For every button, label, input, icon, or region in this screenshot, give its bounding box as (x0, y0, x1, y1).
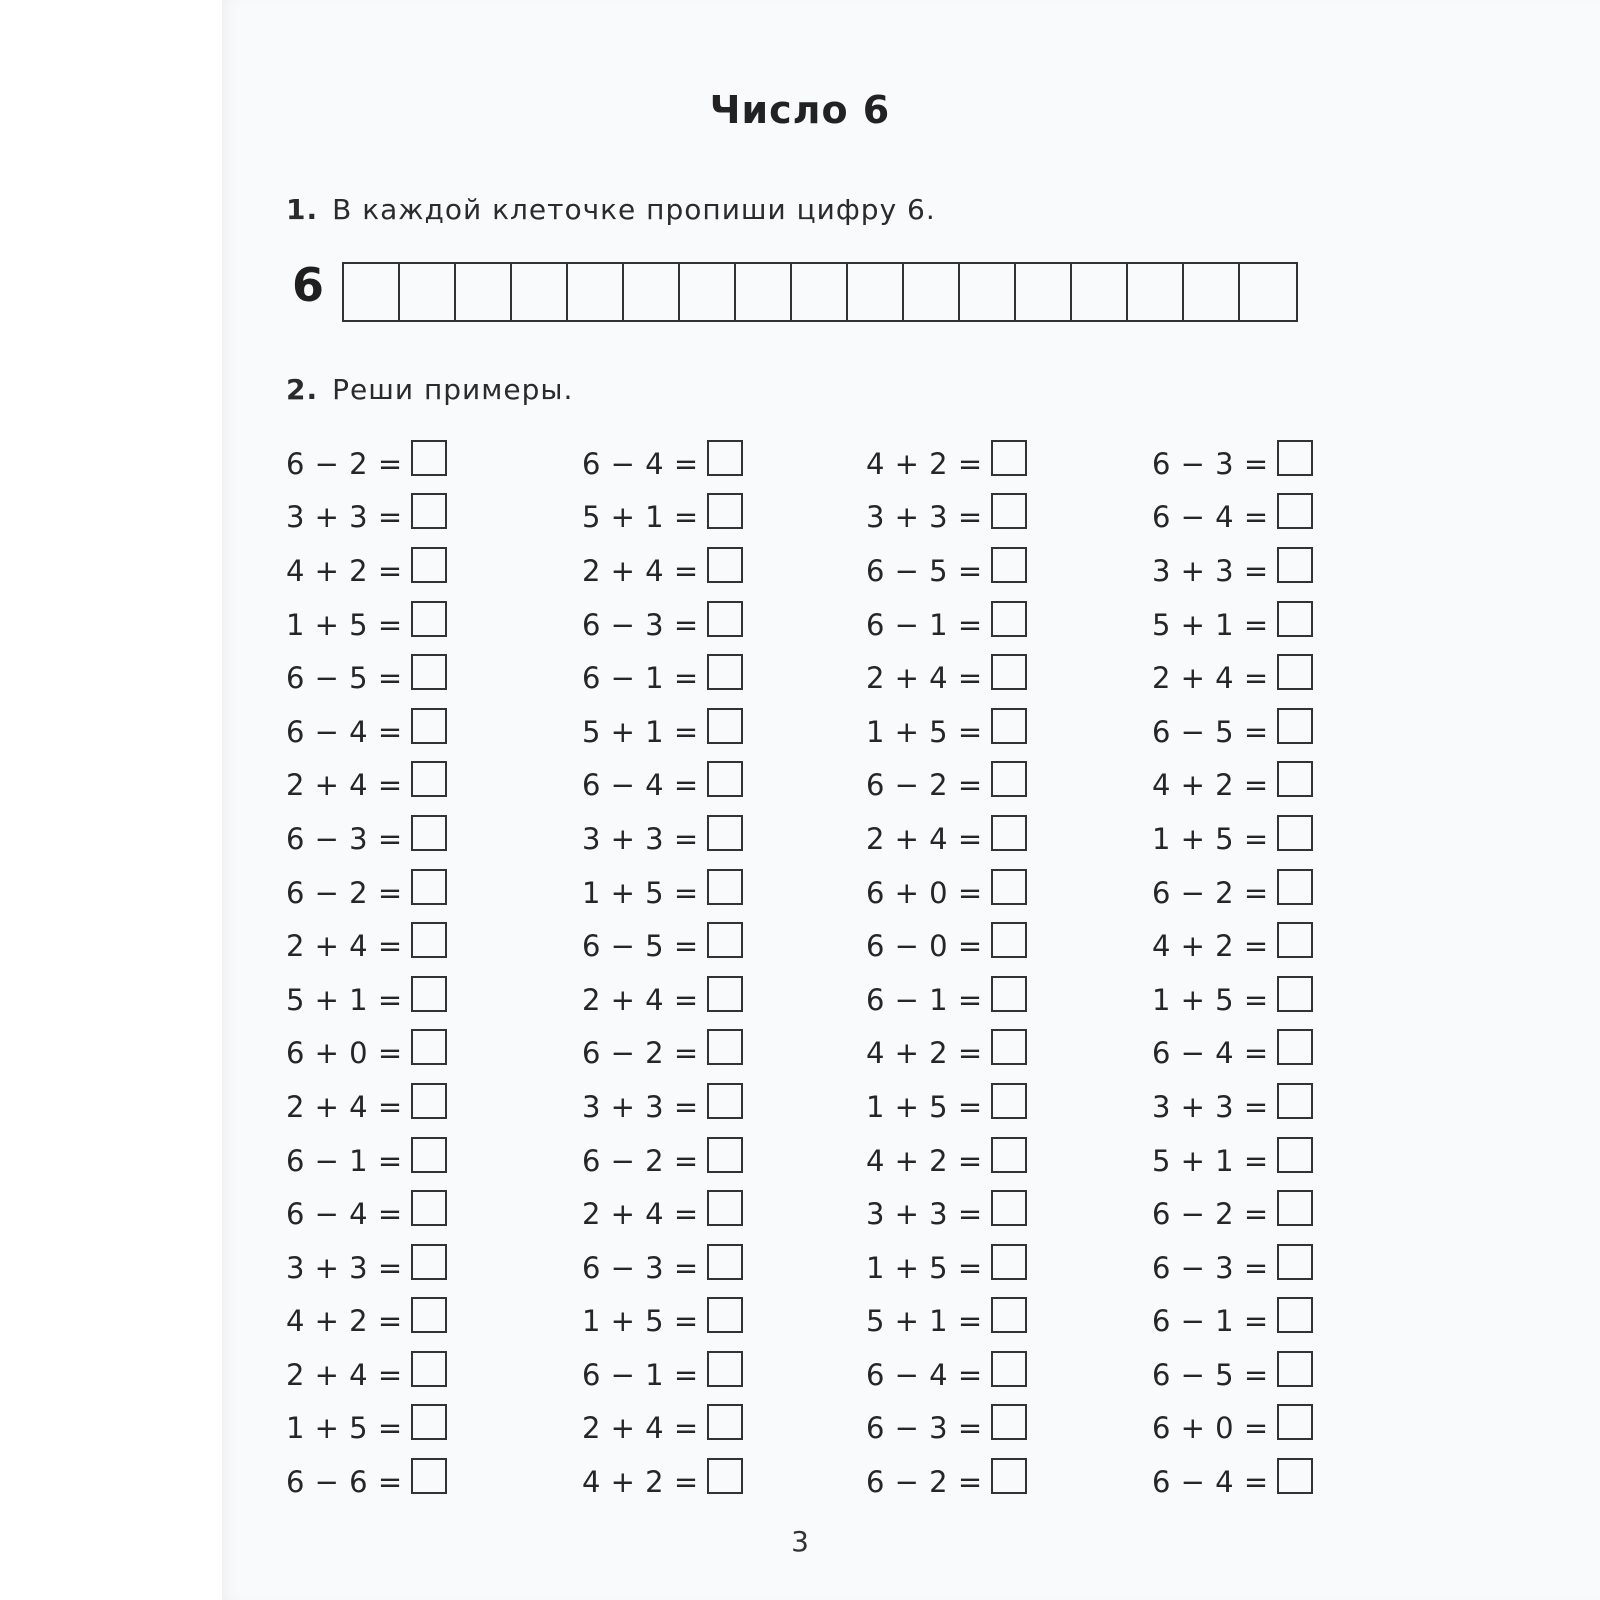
answer-box[interactable] (1277, 1244, 1313, 1280)
answer-box[interactable] (991, 1404, 1027, 1440)
answer-box[interactable] (411, 1351, 447, 1387)
answer-box[interactable] (707, 654, 743, 690)
example-row (1152, 1295, 1313, 1349)
example-expression: 5 + 1 = (1152, 1143, 1269, 1178)
task-1-instruction (286, 193, 936, 226)
example-expression: 5 + 1 = (866, 1304, 983, 1339)
example-row (286, 1241, 447, 1295)
answer-box[interactable] (411, 1137, 447, 1173)
example-expression: 6 − 4 = (1152, 500, 1269, 535)
answer-box[interactable] (707, 869, 743, 905)
example-expression: 5 + 1 = (582, 714, 699, 749)
answer-box[interactable] (991, 869, 1027, 905)
answer-box[interactable] (707, 708, 743, 744)
answer-box[interactable] (411, 493, 447, 529)
example-row (1152, 973, 1313, 1027)
example-row (866, 1295, 1027, 1349)
example-row (286, 598, 447, 652)
example-expression: 6 + 0 = (866, 875, 983, 910)
example-expression: 6 − 1 = (866, 982, 983, 1017)
example-expression: 4 + 2 = (582, 1465, 699, 1500)
task-1-number: 1. (286, 193, 319, 226)
example-row (286, 544, 447, 598)
example-row (582, 598, 743, 652)
example-row (582, 437, 743, 491)
answer-box[interactable] (1277, 869, 1313, 905)
example-row (582, 705, 743, 759)
example-expression: 6 − 4 = (1152, 1465, 1269, 1500)
example-expression: 6 − 1 = (866, 607, 983, 642)
example-row (866, 759, 1027, 813)
answer-box[interactable] (707, 1244, 743, 1280)
example-row (286, 1027, 447, 1081)
example-expression: 3 + 3 = (866, 500, 983, 535)
answer-box[interactable] (707, 1029, 743, 1065)
example-row (1152, 1080, 1313, 1134)
example-row (866, 544, 1027, 598)
example-expression: 2 + 4 = (582, 982, 699, 1017)
answer-box[interactable] (707, 1083, 743, 1119)
digit-writing-cell[interactable] (624, 264, 680, 320)
example-expression: 6 − 2 = (286, 875, 403, 910)
answer-box[interactable] (411, 1083, 447, 1119)
example-row (582, 919, 743, 973)
example-row (1152, 812, 1313, 866)
example-expression: 2 + 4 = (582, 1411, 699, 1446)
example-expression: 6 − 5 = (866, 553, 983, 588)
example-row (286, 651, 447, 705)
example-expression: 2 + 4 = (866, 661, 983, 696)
example-expression: 1 + 5 = (1152, 821, 1269, 856)
example-expression: 1 + 5 = (582, 875, 699, 910)
answer-box[interactable] (707, 1137, 743, 1173)
answer-box[interactable] (411, 1404, 447, 1440)
example-row (1152, 866, 1313, 920)
example-expression: 6 − 3 = (582, 1250, 699, 1285)
example-expression: 4 + 2 = (286, 553, 403, 588)
example-row (582, 1348, 743, 1402)
example-expression: 6 − 2 = (582, 1036, 699, 1071)
example-expression: 6 − 1 = (286, 1143, 403, 1178)
example-expression: 6 − 3 = (1152, 1250, 1269, 1285)
example-row (1152, 1187, 1313, 1241)
answer-box[interactable] (991, 1190, 1027, 1226)
example-row (582, 1295, 743, 1349)
answer-box[interactable] (991, 1083, 1027, 1119)
answer-box[interactable] (991, 708, 1027, 744)
example-expression: 6 − 6 = (286, 1465, 403, 1500)
example-row (1152, 1241, 1313, 1295)
example-row (866, 705, 1027, 759)
example-expression: 6 − 1 = (1152, 1304, 1269, 1339)
example-expression: 6 − 2 = (286, 446, 403, 481)
answer-box[interactable] (707, 922, 743, 958)
example-expression: 3 + 3 = (1152, 1089, 1269, 1124)
example-expression: 5 + 1 = (582, 500, 699, 535)
digit-writing-cell[interactable] (736, 264, 792, 320)
sample-digit: 6 (292, 258, 325, 312)
answer-box[interactable] (707, 1458, 743, 1494)
answer-box[interactable] (411, 761, 447, 797)
example-expression: 2 + 4 = (286, 768, 403, 803)
example-expression: 6 − 1 = (582, 661, 699, 696)
answer-box[interactable] (991, 654, 1027, 690)
answer-box[interactable] (411, 708, 447, 744)
example-expression: 6 − 4 = (286, 1197, 403, 1232)
answer-box[interactable] (707, 493, 743, 529)
digit-writing-cell[interactable] (680, 264, 736, 320)
example-expression: 6 − 2 = (866, 1465, 983, 1500)
example-expression: 2 + 4 = (286, 1357, 403, 1392)
page-title: Число 6 (709, 88, 891, 132)
example-expression: 6 − 2 = (582, 1143, 699, 1178)
example-expression: 6 − 4 = (1152, 1036, 1269, 1071)
example-row (286, 491, 447, 545)
example-expression: 4 + 2 = (866, 1036, 983, 1071)
example-row (286, 1348, 447, 1402)
example-row (866, 1134, 1027, 1188)
answer-box[interactable] (1277, 815, 1313, 851)
answer-box[interactable] (1277, 1029, 1313, 1065)
answer-box[interactable] (991, 493, 1027, 529)
example-row (866, 437, 1027, 491)
digit-writing-cell[interactable] (400, 264, 456, 320)
examples-column-2 (582, 437, 743, 1509)
example-row (866, 598, 1027, 652)
digit-writing-cell[interactable] (904, 264, 960, 320)
task-2-instruction (286, 373, 573, 406)
example-expression: 6 − 5 = (582, 929, 699, 964)
example-row (286, 1080, 447, 1134)
example-row (582, 1080, 743, 1134)
answer-box[interactable] (991, 601, 1027, 637)
answer-box[interactable] (991, 815, 1027, 851)
example-row (866, 1455, 1027, 1509)
answer-box[interactable] (1277, 1297, 1313, 1333)
example-row (582, 1402, 743, 1456)
example-row (286, 973, 447, 1027)
example-row (286, 866, 447, 920)
answer-box[interactable] (991, 761, 1027, 797)
answer-box[interactable] (411, 815, 447, 851)
examples-column-1 (286, 437, 447, 1509)
answer-box[interactable] (1277, 708, 1313, 744)
example-expression: 2 + 4 = (582, 553, 699, 588)
page-number: 3 (791, 1525, 809, 1558)
example-expression: 2 + 4 = (866, 821, 983, 856)
digit-writing-cell[interactable] (456, 264, 512, 320)
example-row (866, 651, 1027, 705)
example-row (286, 812, 447, 866)
example-row (286, 759, 447, 813)
answer-box[interactable] (707, 1404, 743, 1440)
example-row (286, 919, 447, 973)
answer-box[interactable] (411, 1458, 447, 1494)
answer-box[interactable] (411, 601, 447, 637)
answer-box[interactable] (991, 440, 1027, 476)
example-expression: 6 − 2 = (1152, 1197, 1269, 1232)
example-expression: 6 + 0 = (286, 1036, 403, 1071)
answer-box[interactable] (1277, 654, 1313, 690)
example-expression: 4 + 2 = (866, 446, 983, 481)
answer-box[interactable] (411, 440, 447, 476)
example-row (286, 1455, 447, 1509)
answer-box[interactable] (991, 1297, 1027, 1333)
task-1-text: В каждой клеточке пропиши цифру 6. (332, 193, 936, 226)
example-expression: 6 − 4 = (866, 1357, 983, 1392)
examples-column-4 (1152, 437, 1313, 1509)
example-row (582, 544, 743, 598)
example-expression: 6 − 3 = (286, 821, 403, 856)
example-expression: 3 + 3 = (582, 1089, 699, 1124)
answer-box[interactable] (411, 922, 447, 958)
example-expression: 1 + 5 = (582, 1304, 699, 1339)
example-expression: 3 + 3 = (582, 821, 699, 856)
answer-box[interactable] (1277, 1137, 1313, 1173)
example-row (866, 1187, 1027, 1241)
example-row (866, 1402, 1027, 1456)
answer-box[interactable] (411, 547, 447, 583)
example-row (582, 491, 743, 545)
answer-box[interactable] (707, 1190, 743, 1226)
answer-box[interactable] (991, 1458, 1027, 1494)
example-row (1152, 1134, 1313, 1188)
example-row (1152, 1402, 1313, 1456)
example-expression: 4 + 2 = (1152, 929, 1269, 964)
example-row (582, 759, 743, 813)
digit-writing-cell[interactable] (792, 264, 848, 320)
example-row (866, 1080, 1027, 1134)
example-expression: 6 − 4 = (582, 446, 699, 481)
example-expression: 6 + 0 = (1152, 1411, 1269, 1446)
example-expression: 4 + 2 = (286, 1304, 403, 1339)
example-expression: 4 + 2 = (866, 1143, 983, 1178)
writing-cells (342, 262, 1298, 322)
answer-box[interactable] (1277, 493, 1313, 529)
example-row (582, 1455, 743, 1509)
example-expression: 6 − 3 = (1152, 446, 1269, 481)
answer-box[interactable] (707, 976, 743, 1012)
digit-writing-cell[interactable] (1128, 264, 1184, 320)
example-row (1152, 1348, 1313, 1402)
digit-writing-cell[interactable] (1184, 264, 1240, 320)
example-row (582, 812, 743, 866)
digit-writing-cell[interactable] (1072, 264, 1128, 320)
example-row (866, 812, 1027, 866)
example-row (866, 973, 1027, 1027)
example-expression: 6 − 3 = (866, 1411, 983, 1446)
example-row (866, 1241, 1027, 1295)
example-row (866, 1027, 1027, 1081)
answer-box[interactable] (1277, 1351, 1313, 1387)
example-row (286, 705, 447, 759)
example-expression: 6 − 2 = (866, 768, 983, 803)
example-row (582, 1134, 743, 1188)
digit-writing-cell[interactable] (568, 264, 624, 320)
task-2-text: Реши примеры. (332, 373, 574, 406)
example-expression: 6 − 5 = (286, 661, 403, 696)
example-row (1152, 919, 1313, 973)
answer-box[interactable] (991, 976, 1027, 1012)
answer-box[interactable] (1277, 1404, 1313, 1440)
example-expression: 3 + 3 = (866, 1197, 983, 1232)
example-expression: 6 − 5 = (1152, 1357, 1269, 1392)
example-row (866, 1348, 1027, 1402)
example-expression: 1 + 5 = (866, 1089, 983, 1124)
example-expression: 5 + 1 = (286, 982, 403, 1017)
answer-box[interactable] (991, 1351, 1027, 1387)
example-row (1152, 491, 1313, 545)
answer-box[interactable] (411, 869, 447, 905)
answer-box[interactable] (1277, 761, 1313, 797)
example-expression: 2 + 4 = (1152, 661, 1269, 696)
answer-box[interactable] (991, 1029, 1027, 1065)
example-row (1152, 1455, 1313, 1509)
task-2-number: 2. (286, 373, 319, 406)
answer-box[interactable] (991, 547, 1027, 583)
answer-box[interactable] (1277, 1190, 1313, 1226)
example-row (286, 1295, 447, 1349)
answer-box[interactable] (1277, 1083, 1313, 1119)
example-row (286, 1187, 447, 1241)
example-row (1152, 598, 1313, 652)
example-row (582, 1027, 743, 1081)
example-row (1152, 651, 1313, 705)
example-expression: 3 + 3 = (286, 1250, 403, 1285)
answer-box[interactable] (1277, 1458, 1313, 1494)
answer-box[interactable] (707, 601, 743, 637)
answer-box[interactable] (1277, 601, 1313, 637)
example-row (286, 437, 447, 491)
example-row (582, 1241, 743, 1295)
example-row (866, 866, 1027, 920)
example-expression: 1 + 5 = (286, 607, 403, 642)
example-expression: 6 − 2 = (1152, 875, 1269, 910)
example-expression: 1 + 5 = (866, 714, 983, 749)
digit-writing-cell[interactable] (1240, 264, 1296, 320)
example-expression: 5 + 1 = (1152, 607, 1269, 642)
example-expression: 6 − 4 = (286, 714, 403, 749)
example-expression: 6 − 5 = (1152, 714, 1269, 749)
digit-writing-cell[interactable] (1016, 264, 1072, 320)
example-expression: 6 − 1 = (582, 1357, 699, 1392)
example-expression: 2 + 4 = (286, 1089, 403, 1124)
answer-box[interactable] (1277, 922, 1313, 958)
example-row (1152, 437, 1313, 491)
answer-box[interactable] (707, 1351, 743, 1387)
answer-box[interactable] (411, 1244, 447, 1280)
example-expression: 1 + 5 = (1152, 982, 1269, 1017)
answer-box[interactable] (991, 1137, 1027, 1173)
example-row (1152, 544, 1313, 598)
answer-box[interactable] (707, 1297, 743, 1333)
examples-column-3 (866, 437, 1027, 1509)
answer-box[interactable] (411, 1190, 447, 1226)
answer-box[interactable] (707, 547, 743, 583)
example-row (1152, 1027, 1313, 1081)
digit-writing-cell[interactable] (960, 264, 1016, 320)
example-row (866, 919, 1027, 973)
answer-box[interactable] (1277, 976, 1313, 1012)
answer-box[interactable] (411, 1297, 447, 1333)
example-expression: 1 + 5 = (286, 1411, 403, 1446)
example-expression: 4 + 2 = (1152, 768, 1269, 803)
digit-writing-cell[interactable] (344, 264, 400, 320)
example-row (582, 866, 743, 920)
answer-box[interactable] (411, 1029, 447, 1065)
example-expression: 3 + 3 = (1152, 553, 1269, 588)
example-expression: 1 + 5 = (866, 1250, 983, 1285)
answer-box[interactable] (1277, 440, 1313, 476)
example-expression: 6 − 0 = (866, 929, 983, 964)
answer-box[interactable] (707, 440, 743, 476)
example-row (582, 973, 743, 1027)
example-row (582, 1187, 743, 1241)
example-row (582, 651, 743, 705)
digit-writing-cell[interactable] (512, 264, 568, 320)
example-row (286, 1134, 447, 1188)
example-row (866, 491, 1027, 545)
answer-box[interactable] (991, 1244, 1027, 1280)
answer-box[interactable] (707, 761, 743, 797)
answer-box[interactable] (991, 922, 1027, 958)
digit-writing-cell[interactable] (848, 264, 904, 320)
example-expression: 2 + 4 = (286, 929, 403, 964)
answer-box[interactable] (1277, 547, 1313, 583)
answer-box[interactable] (707, 815, 743, 851)
example-expression: 6 − 3 = (582, 607, 699, 642)
example-row (1152, 705, 1313, 759)
example-expression: 6 − 4 = (582, 768, 699, 803)
answer-box[interactable] (411, 976, 447, 1012)
example-row (286, 1402, 447, 1456)
example-expression: 2 + 4 = (582, 1197, 699, 1232)
example-row (1152, 759, 1313, 813)
answer-box[interactable] (411, 654, 447, 690)
example-expression: 3 + 3 = (286, 500, 403, 535)
